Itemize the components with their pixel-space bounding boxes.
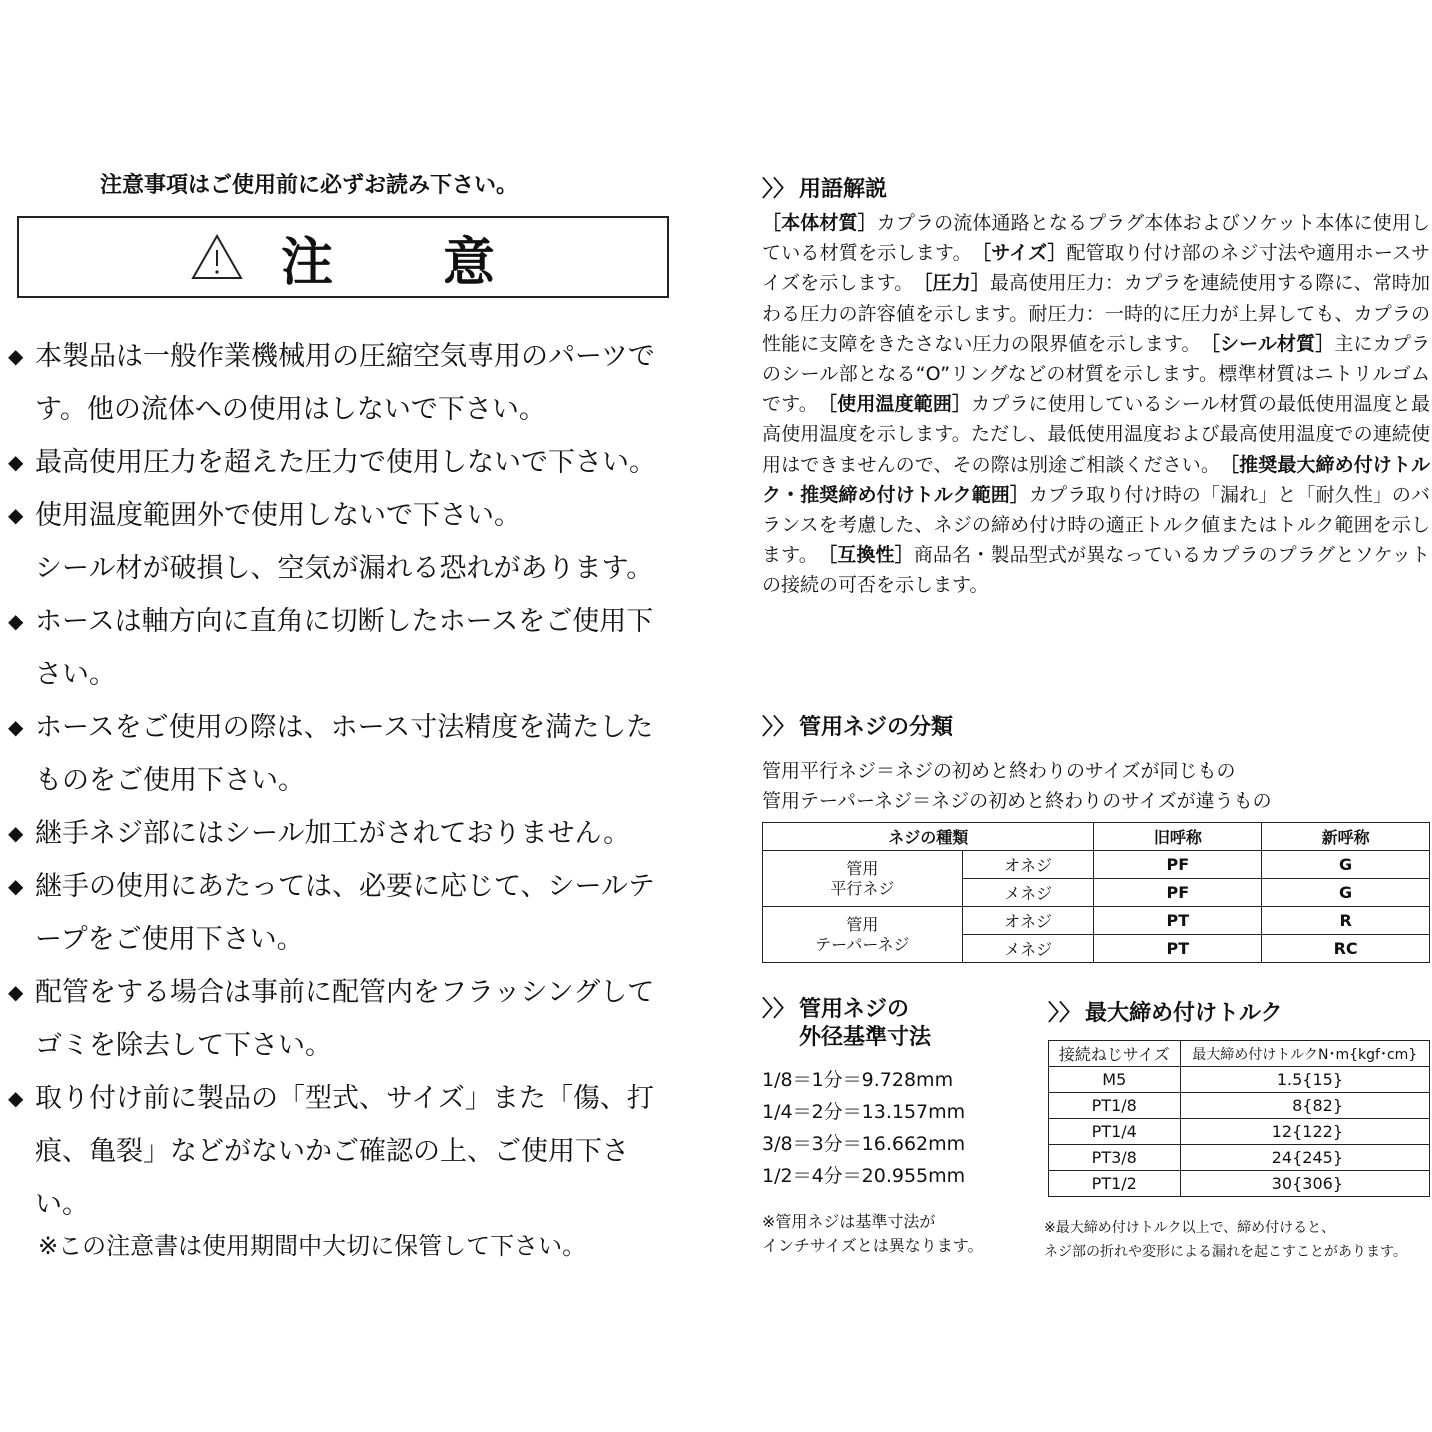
table-cell: G [1262, 879, 1430, 907]
thread-group-cell: 管用 テーパーネジ [763, 907, 963, 963]
glossary-term: ［圧力］ [923, 272, 991, 295]
warning-item [8, 966, 680, 1072]
table-cell: メネジ [962, 879, 1094, 907]
glossary-term: ［シール材質］ [1210, 332, 1335, 355]
warning-list [8, 330, 680, 1231]
pre-use-notice: 注意事項はご使用前に必ずお読み下さい。 [100, 173, 519, 198]
diameter-heading [762, 996, 1022, 1052]
list-item: 1/4＝2分＝13.157mm [762, 1101, 966, 1123]
table-cell: PT1/8 [1049, 1093, 1181, 1119]
table-cell: PF [1094, 851, 1262, 879]
table-cell: PT1/2 [1049, 1171, 1181, 1197]
glossary-description: カプラに使用しているシール材質の最低使用温度と最高使用温度を示します。ただし、最低使用温度および最高使用温度での連続使用はできませんので、その際は別途ご相談ください。 [762, 393, 1430, 476]
warning-triangle-icon [191, 234, 243, 280]
diamond-bullet-icon: ◆ [8, 980, 24, 1004]
warning-text: 継手の使用にあたっては、必要に応じて、シールテープをご使用下さい。 [35, 871, 655, 955]
glossary-description: 最高使用圧力：カプラを連続使用する際に、常時加わる圧力の許容値を示します。耐圧力：一時的に圧力が上昇しても、カプラの性能に支障をきたさない圧力の限界値を示します。 [762, 272, 1430, 355]
diamond-bullet-icon: ◆ [8, 821, 24, 845]
glossary-description: 配管取り付け部のネジ寸法や適用ホースサイズを示します。 [762, 242, 1430, 295]
table-row [763, 907, 1430, 935]
pipe-thread-heading-text: 管用ネジの分類 [799, 715, 954, 740]
warning-item [8, 595, 680, 701]
header-cell: 新呼称 [1262, 823, 1430, 851]
diamond-bullet-icon: ◆ [8, 503, 24, 527]
torque-heading [1048, 996, 1283, 1027]
header-cell: ネジの種類 [763, 823, 1094, 851]
glossary-term: ［推奨最大締め付けトルク・推奨締め付けトルク範囲］ [762, 453, 1430, 506]
warning-item [8, 860, 680, 966]
diamond-bullet-icon: ◆ [8, 609, 24, 633]
diamond-bullet-icon: ◆ [8, 715, 24, 739]
glossary-description: 商品名・製品型式が異なっているカプラのプラグとソケットの接続の可否を示します。 [762, 544, 1430, 597]
table-row [1049, 1145, 1430, 1171]
table-cell: M5 [1049, 1067, 1181, 1093]
caution-header-box [17, 216, 669, 298]
table-row [1049, 1093, 1430, 1119]
glossary-body [762, 208, 1430, 601]
torque-table [1048, 1040, 1430, 1197]
glossary-term: ［使用温度範囲］ [827, 393, 972, 416]
header-cell: 接続ねじサイズ [1049, 1041, 1181, 1067]
diameter-list [762, 1064, 965, 1192]
glossary-heading [762, 172, 887, 203]
diamond-bullet-icon: ◆ [8, 874, 24, 898]
table-cell: PT1/4 [1049, 1119, 1181, 1145]
table-header-row [1049, 1041, 1430, 1067]
warning-item [8, 330, 680, 436]
glossary-description: カプラの流体通路となるプラグ本体およびソケット本体に使用している材質を示します。 [762, 212, 1430, 265]
table-cell: 24{245} [1180, 1145, 1429, 1171]
table-cell: PT [1094, 935, 1262, 963]
warning-text: ホースをご使用の際は、ホース寸法精度を満たしたものをご使用下さい。 [35, 712, 654, 796]
table-row [1049, 1067, 1430, 1093]
section-marker: 〉〉 [762, 997, 796, 1022]
warning-text: 使用温度範囲外で使用しないで下さい。 シール材が破損し、空気が漏れる恐れがあります。 [35, 500, 654, 584]
warning-item [8, 701, 680, 807]
table-cell: R [1262, 907, 1430, 935]
torque-note: ※最大締め付けトルク以上で、締め付けると、 ネジ部の折れや変形による漏れを起こすことがあります。 [1044, 1220, 1407, 1260]
warning-text: ホースは軸方向に直角に切断したホースをご使用下さい。 [35, 606, 654, 690]
caution-title: 注 意 [280, 232, 542, 293]
diameter-note: ※管用ネジは基準寸法が インチサイズとは異なります。 [762, 1212, 984, 1255]
table-cell: PT3/8 [1049, 1145, 1181, 1171]
glossary-description: カプラ取り付け時の「漏れ」と「耐久性」のバランスを考慮した、ネジの締め付け時の適正トルク値またはトルク範囲を示します。 [762, 483, 1430, 567]
warning-text: 継手ネジ部にはシール加工がされておりません。 [35, 818, 631, 849]
pipe-desc-line: 管用平行ネジ＝ネジの初めと終わりのサイズが同じもの [762, 760, 1236, 782]
list-item: 1/2＝4分＝20.955mm [762, 1165, 966, 1187]
table-cell: PF [1094, 879, 1262, 907]
table-cell: 1.5{15} [1180, 1067, 1429, 1093]
table-row [1049, 1119, 1430, 1145]
table-cell: 12{122} [1180, 1119, 1429, 1145]
table-cell: メネジ [962, 935, 1094, 963]
glossary-heading-text: 用語解説 [799, 177, 888, 202]
pipe-thread-heading [762, 710, 953, 741]
diamond-bullet-icon: ◆ [8, 1086, 24, 1110]
glossary-term: ［互換性］ [827, 544, 914, 567]
torque-heading-text: 最大締め付けトルク [1085, 1001, 1283, 1026]
diameter-heading-text: 管用ネジの 外径基準寸法 [799, 997, 932, 1050]
pipe-desc-line: 管用テーパーネジ＝ネジの初めと終わりのサイズが違うもの [762, 790, 1272, 812]
table-cell: G [1262, 851, 1430, 879]
table-header-row [763, 823, 1430, 851]
warning-item [8, 436, 680, 489]
table-cell: PT [1094, 907, 1262, 935]
section-marker: 〉〉 [762, 715, 796, 740]
glossary-description: 主にカプラのシール部となる“O”リングなどの材質を示します。標準材質はニトリルゴムです。 [762, 332, 1430, 416]
thread-group-cell: 管用 平行ネジ [763, 851, 963, 907]
warning-item [8, 807, 680, 860]
table-cell: 30{306} [1180, 1171, 1429, 1197]
table-row [1049, 1171, 1430, 1197]
warning-text: 配管をする場合は事前に配管内をフラッシングしてゴミを除去して下さい。 [35, 977, 655, 1061]
pipe-thread-table [762, 822, 1430, 963]
warning-item [8, 489, 680, 595]
diamond-bullet-icon: ◆ [8, 450, 24, 474]
header-cell: 最大締め付けトルクN･m{kgf･cm} [1180, 1041, 1429, 1067]
glossary-term: ［サイズ］ [981, 242, 1067, 265]
table-cell: 8{82} [1180, 1093, 1429, 1119]
list-item: 1/8＝1分＝9.728mm [762, 1069, 954, 1091]
glossary-term: ［本体材質］ [762, 212, 877, 234]
warning-text: 本製品は一般作業機械用の圧縮空気専用のパーツです。他の流体への使用はしないで下さい。 [35, 341, 655, 425]
pipe-thread-description [762, 756, 1272, 816]
table-row [763, 851, 1430, 879]
warning-item [8, 1072, 680, 1231]
keep-notice: ※この注意書は使用期間中大切に保管して下さい。 [38, 1232, 587, 1260]
diamond-bullet-icon: ◆ [8, 344, 24, 368]
warning-text: 最高使用圧力を超えた圧力で使用しないで下さい。 [35, 447, 656, 478]
header-cell: 旧呼称 [1094, 823, 1262, 851]
list-item: 3/8＝3分＝16.662mm [762, 1133, 966, 1155]
table-cell: オネジ [962, 851, 1094, 879]
table-cell: RC [1262, 935, 1430, 963]
section-marker: 〉〉 [762, 177, 796, 202]
section-marker: 〉〉 [1048, 1001, 1082, 1026]
warning-text: 取り付け前に製品の「型式、サイズ」また「傷、打痕、亀裂」などがないかご確認の上、ご使用下さい。 [35, 1083, 654, 1220]
table-cell: オネジ [962, 907, 1094, 935]
